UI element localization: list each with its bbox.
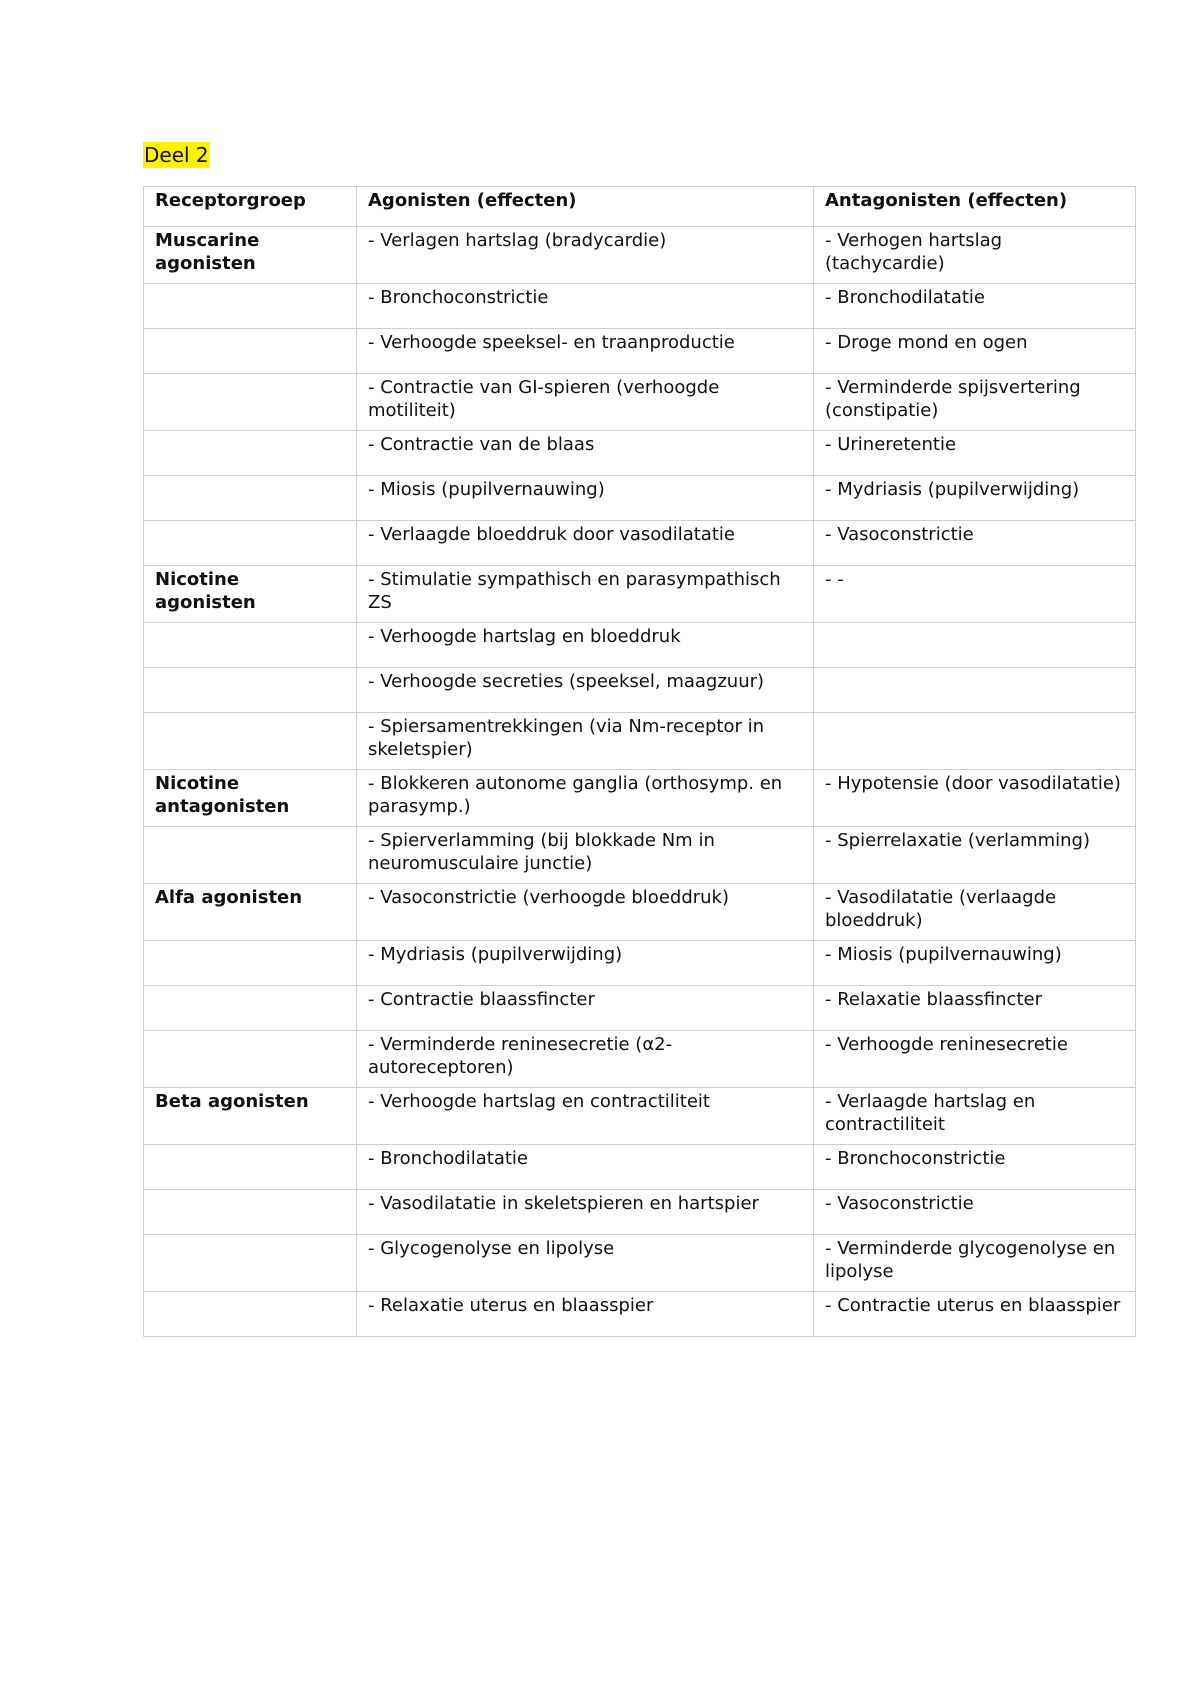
agonist-effect-cell: - Glycogenolyse en lipolyse xyxy=(357,1235,814,1292)
table-row xyxy=(144,284,1136,329)
antagonist-effect-cell xyxy=(814,713,1136,770)
antagonist-effect-cell: - - xyxy=(814,566,1136,623)
receptor-group-cell xyxy=(144,713,357,770)
table-row xyxy=(144,884,1136,941)
header-cell-antagonisten: Antagonisten (effecten) xyxy=(814,187,1136,227)
agonist-effect-cell: - Bronchodilatatie xyxy=(357,1145,814,1190)
agonist-effect-cell: - Bronchoconstrictie xyxy=(357,284,814,329)
agonist-effect-cell: - Verhoogde secreties (speeksel, maagzuur) xyxy=(357,668,814,713)
agonist-effect-cell: - Verhoogde hartslag en contractiliteit xyxy=(357,1088,814,1145)
table-row xyxy=(144,941,1136,986)
agonist-effect-cell: - Verlagen hartslag (bradycardie) xyxy=(357,227,814,284)
receptor-group-cell xyxy=(144,1145,357,1190)
antagonist-effect-cell: - Vasoconstrictie xyxy=(814,1190,1136,1235)
table-row xyxy=(144,623,1136,668)
table-row xyxy=(144,329,1136,374)
header-cell-agonisten: Agonisten (effecten) xyxy=(357,187,814,227)
antagonist-effect-cell: - Urineretentie xyxy=(814,431,1136,476)
antagonist-effect-cell: - Vasoconstrictie xyxy=(814,521,1136,566)
receptor-group-cell xyxy=(144,827,357,884)
agonist-effect-cell: - Mydriasis (pupilverwijding) xyxy=(357,941,814,986)
antagonist-effect-cell: - Mydriasis (pupilverwijding) xyxy=(814,476,1136,521)
agonist-effect-cell: - Relaxatie uterus en blaasspier xyxy=(357,1292,814,1337)
antagonist-effect-cell: - Bronchodilatatie xyxy=(814,284,1136,329)
table-row xyxy=(144,1088,1136,1145)
table-header-row xyxy=(144,187,1136,227)
receptor-group-cell xyxy=(144,476,357,521)
agonist-effect-cell: - Vasoconstrictie (verhoogde bloeddruk) xyxy=(357,884,814,941)
receptor-group-cell xyxy=(144,986,357,1031)
agonist-effect-cell: - Contractie van GI-spieren (verhoogde motiliteit) xyxy=(357,374,814,431)
table-row xyxy=(144,668,1136,713)
receptor-group-cell xyxy=(144,1235,357,1292)
agonist-effect-cell: - Spiersamentrekkingen (via Nm-receptor in skeletspier) xyxy=(357,713,814,770)
receptor-group-cell xyxy=(144,623,357,668)
table-row xyxy=(144,521,1136,566)
receptor-group-cell: Muscarine agonisten xyxy=(144,227,357,284)
antagonist-effect-cell: - Verminderde glycogenolyse en lipolyse xyxy=(814,1235,1136,1292)
antagonist-effect-cell: - Vasodilatatie (verlaagde bloeddruk) xyxy=(814,884,1136,941)
table-row xyxy=(144,374,1136,431)
receptor-group-cell xyxy=(144,1190,357,1235)
antagonist-effect-cell: - Verhogen hartslag (tachycardie) xyxy=(814,227,1136,284)
antagonist-effect-cell: - Bronchoconstrictie xyxy=(814,1145,1136,1190)
table-row xyxy=(144,1190,1136,1235)
receptor-group-cell xyxy=(144,1031,357,1088)
antagonist-effect-cell: - Miosis (pupilvernauwing) xyxy=(814,941,1136,986)
receptor-group-cell xyxy=(144,1292,357,1337)
antagonist-effect-cell: - Verlaagde hartslag en contractiliteit xyxy=(814,1088,1136,1145)
antagonist-effect-cell: - Relaxatie blaassfincter xyxy=(814,986,1136,1031)
antagonist-effect-cell: - Verminderde spijsvertering (constipatie) xyxy=(814,374,1136,431)
table-row xyxy=(144,1292,1136,1337)
agonist-effect-cell: - Stimulatie sympathisch en parasympathisch ZS xyxy=(357,566,814,623)
table-row xyxy=(144,770,1136,827)
receptor-group-cell xyxy=(144,521,357,566)
agonist-effect-cell: - Vasodilatatie in skeletspieren en hartspier xyxy=(357,1190,814,1235)
antagonist-effect-cell: - Contractie uterus en blaasspier xyxy=(814,1292,1136,1337)
receptor-group-cell: Nicotine antagonisten xyxy=(144,770,357,827)
table-row xyxy=(144,986,1136,1031)
receptor-group-cell xyxy=(144,329,357,374)
table-row xyxy=(144,713,1136,770)
antagonist-effect-cell: - Spierrelaxatie (verlamming) xyxy=(814,827,1136,884)
header-cell-receptorgroep: Receptorgroep xyxy=(144,187,357,227)
antagonist-effect-cell xyxy=(814,623,1136,668)
table-row xyxy=(144,476,1136,521)
receptor-group-cell xyxy=(144,374,357,431)
agonist-effect-cell: - Verhoogde hartslag en bloeddruk xyxy=(357,623,814,668)
agonist-effect-cell: - Contractie blaassfincter xyxy=(357,986,814,1031)
section-heading: Deel 2 xyxy=(144,143,209,167)
agonist-effect-cell: - Verminderde reninesecretie (α2-autoreceptoren) xyxy=(357,1031,814,1088)
receptor-group-cell xyxy=(144,431,357,476)
table-row xyxy=(144,1145,1136,1190)
table-row xyxy=(144,227,1136,284)
agonist-effect-cell: - Miosis (pupilvernauwing) xyxy=(357,476,814,521)
receptor-table xyxy=(143,186,1136,1337)
agonist-effect-cell: - Contractie van de blaas xyxy=(357,431,814,476)
receptor-group-cell: Alfa agonisten xyxy=(144,884,357,941)
receptor-group-cell: Nicotine agonisten xyxy=(144,566,357,623)
receptor-group-cell xyxy=(144,284,357,329)
agonist-effect-cell: - Verlaagde bloeddruk door vasodilatatie xyxy=(357,521,814,566)
receptor-group-cell xyxy=(144,668,357,713)
table-row xyxy=(144,1235,1136,1292)
agonist-effect-cell: - Spierverlamming (bij blokkade Nm in neuromusculaire junctie) xyxy=(357,827,814,884)
table-row xyxy=(144,1031,1136,1088)
agonist-effect-cell: - Blokkeren autonome ganglia (orthosymp. en parasymp.) xyxy=(357,770,814,827)
antagonist-effect-cell: - Verhoogde reninesecretie xyxy=(814,1031,1136,1088)
table-row xyxy=(144,566,1136,623)
antagonist-effect-cell: - Droge mond en ogen xyxy=(814,329,1136,374)
antagonist-effect-cell xyxy=(814,668,1136,713)
agonist-effect-cell: - Verhoogde speeksel- en traanproductie xyxy=(357,329,814,374)
receptor-group-cell: Beta agonisten xyxy=(144,1088,357,1145)
antagonist-effect-cell: - Hypotensie (door vasodilatatie) xyxy=(814,770,1136,827)
receptor-group-cell xyxy=(144,941,357,986)
table-row xyxy=(144,431,1136,476)
table-row xyxy=(144,827,1136,884)
